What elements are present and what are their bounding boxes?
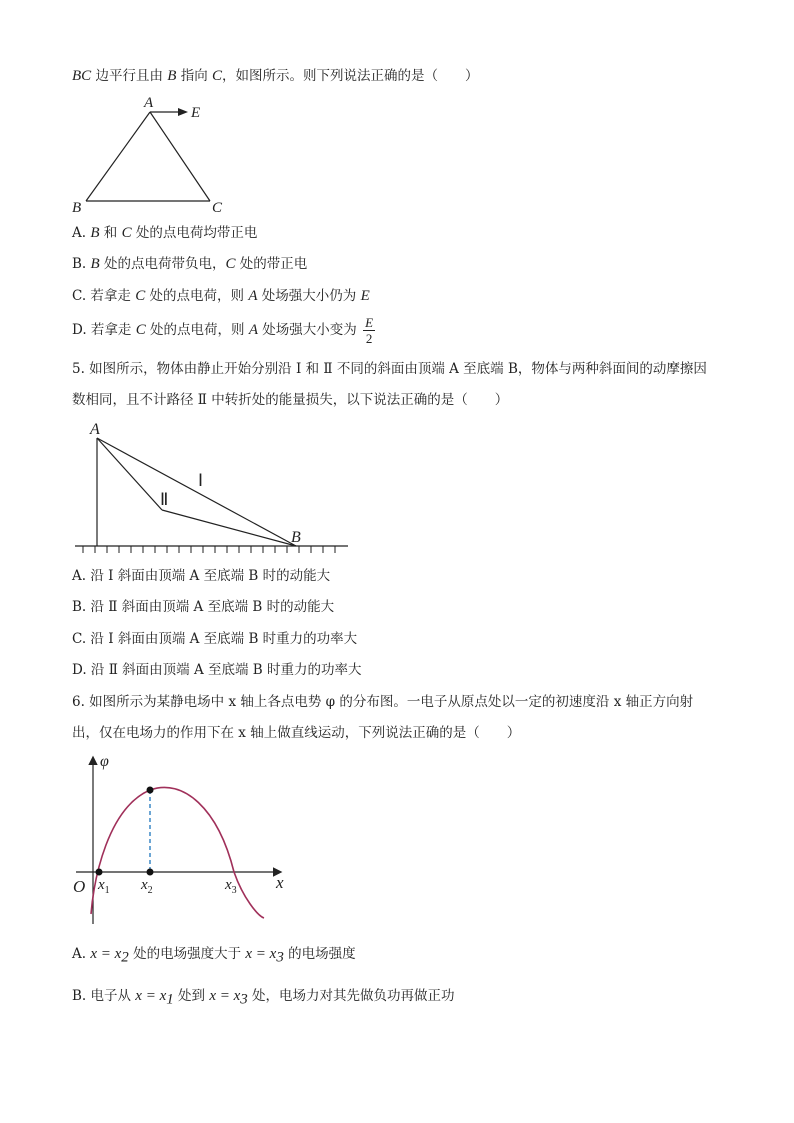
- q5-incline-figure: [70, 418, 360, 556]
- q5-stem-line1: 5. 如图所示，物体由静止开始分别沿 Ⅰ 和 Ⅱ 不同的斜面由顶端 A 至底端 B，物体与两种斜面间的动摩擦因: [72, 361, 707, 377]
- svg-text:x1: [97, 877, 110, 896]
- q5-stem-line2: 数相同，且不计路径 Ⅱ 中转折处的能量损失，以下说法正确的是（ ）: [72, 392, 509, 408]
- svg-text:x2: [140, 877, 153, 896]
- q6-stem-line1: 6. 如图所示为某静电场中 x 轴上各点电势 φ 的分布图。一电子从原点处以一定的初速度沿 x 轴正方向射: [72, 694, 694, 710]
- label-A: A: [90, 421, 100, 438]
- q6-option-b: B. 电子从 $x = x_1$ 处到 $x = x_3$ 处，电场力对其先做负功再做正功: [72, 988, 455, 1008]
- label-B: B: [291, 529, 301, 546]
- label-x1-sub: 1: [104, 885, 110, 896]
- point-peak: [147, 787, 154, 794]
- q5-option-b: B. 沿 Ⅱ 斜面由顶端 A 至底端 B 时的动能大: [72, 599, 335, 615]
- label-B: B: [72, 200, 82, 216]
- label-path-I: Ⅰ: [198, 471, 204, 490]
- label-x3-sub: 3: [231, 885, 237, 896]
- label-path-II: Ⅱ: [160, 490, 169, 509]
- q5-option-d: D. 沿 Ⅱ 斜面由顶端 A 至底端 B 时重力的功率大: [72, 662, 362, 678]
- q4-triangle-figure: [66, 88, 236, 218]
- q6-option-a: A. $x = x_2$ 处的电场强度大于 $x = x_3$ 的电场强度: [72, 946, 356, 966]
- q4-option-b: B. B 处的点电荷带负电，C 处的带正电: [72, 256, 308, 272]
- q4-stem: BC 边平行且由 B 指向 C，如图所示。则下列说法正确的是（ ）: [72, 68, 479, 84]
- svg-text:x3: [224, 877, 237, 896]
- label-x3: x: [225, 877, 232, 893]
- q6-stem-line2: 出，仅在电场力的作用下在 x 轴上做直线运动，下列说法正确的是（ ）: [72, 725, 521, 741]
- ground-ticks: [83, 546, 335, 553]
- label-x2: x: [141, 877, 148, 893]
- potential-curve: [91, 787, 264, 918]
- q4-option-d: D. 若拿走 C 处的点电荷，则 A 处场强大小变为 $\frac{E}{2}$: [72, 315, 374, 346]
- label-C: C: [212, 200, 223, 216]
- q5-option-a: A. 沿 Ⅰ 斜面由顶端 A 至底端 B 时的动能大: [72, 568, 331, 584]
- q4-option-a: A. B 和 C 处的点电荷均带正电: [72, 225, 258, 241]
- point-x1: [96, 869, 103, 876]
- label-E: E: [191, 105, 201, 121]
- point-x2-axis: [147, 869, 154, 876]
- fraction-e-over-2: $\frac{E}{2}$: [365, 315, 374, 346]
- q5-option-c: C. 沿 Ⅰ 斜面由顶端 A 至底端 B 时重力的功率大: [72, 631, 358, 647]
- q6-potential-figure: [68, 748, 298, 928]
- label-origin: O: [73, 877, 86, 896]
- q4-option-c: C. 若拿走 C 处的点电荷，则 A 处场强大小仍为 E: [72, 288, 370, 304]
- label-A: A: [144, 95, 154, 111]
- label-x-axis: x: [276, 873, 284, 892]
- label-x1: x: [98, 877, 105, 893]
- label-phi: φ: [100, 753, 109, 770]
- label-x2-sub: 2: [147, 885, 153, 896]
